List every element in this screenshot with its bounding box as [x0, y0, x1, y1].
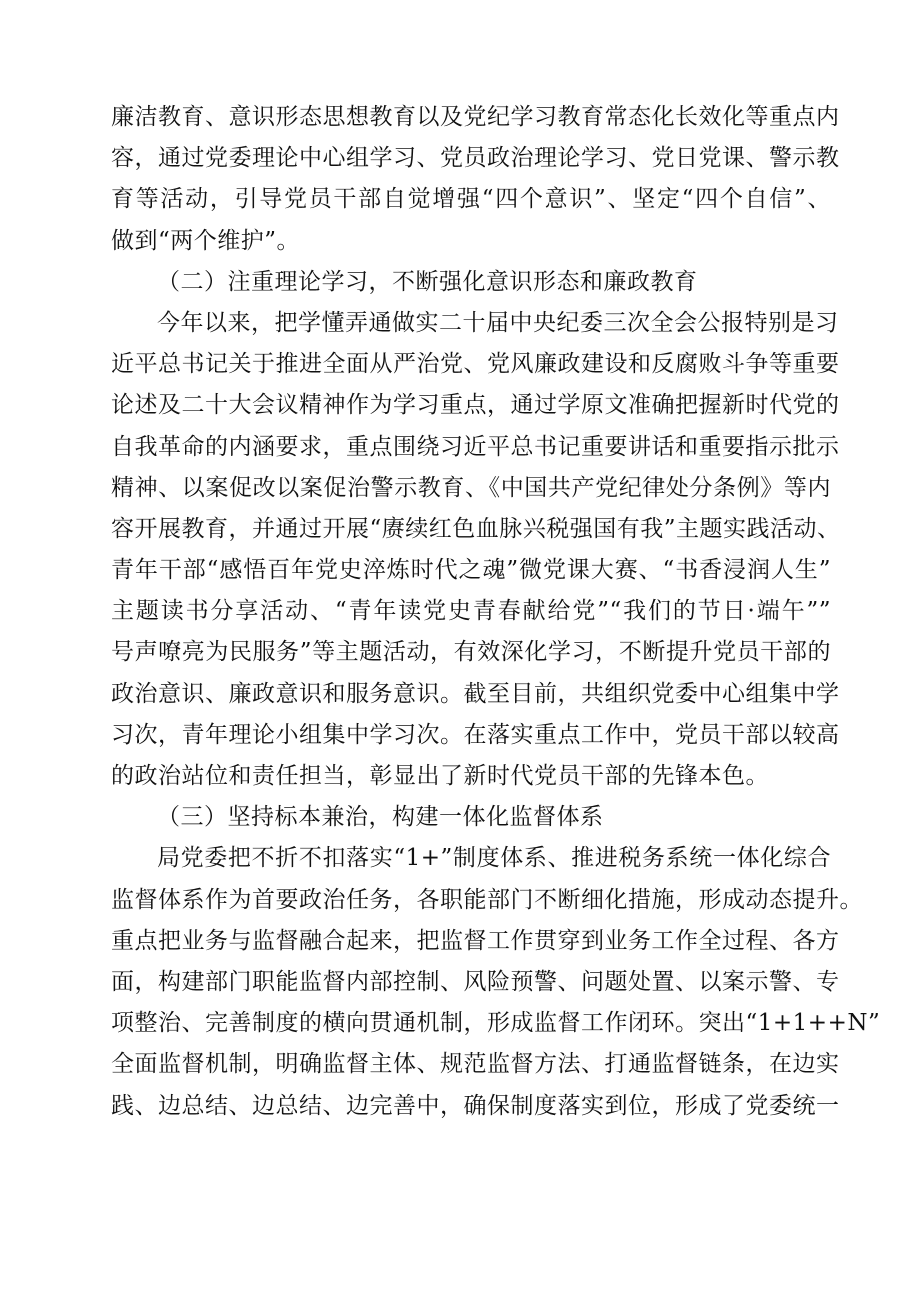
text-line: 自我革命的内涵要求，重点围绕习近平总书记重要讲话和重要指示批示 [111, 433, 840, 460]
text-line: 主题读书分享活动、“青年读党史青春献给党”“我们的节日·端午”” [111, 598, 831, 625]
document-body [111, 97, 881, 1127]
text-line: 做到“两个维护”。 [111, 227, 301, 254]
text-line: 重点把业务与监督融合起来，把监督工作贯穿到业务工作全过程、各方 [111, 927, 840, 954]
text-line: 全面监督机制，明确监督主体、规范监督方法、打通监督链条，在边实 [111, 1051, 840, 1078]
text-line: 号声嘹亮为民服务”等主题活动，有效深化学习，不断提升党员干部的 [111, 639, 831, 666]
text-line: 论述及二十大会议精神作为学习重点，通过学原文准确把握新时代党的 [111, 392, 840, 419]
text-line: 政治意识、廉政意识和服务意识。截至目前，共组织党委中心组集中学 [111, 680, 840, 707]
text-line: 廉洁教育、意识形态思想教育以及党纪学习教育常态化长效化等重点内 [111, 104, 840, 130]
paragraph-3 [111, 838, 881, 1126]
text-line: 容开展教育，并通过开展“赓续红色血脉兴税强国有我”主题实践活动、 [111, 515, 841, 542]
text-line: 今年以来，把学懂弄通做实二十届中央纪委三次全会公报特别是习 [157, 309, 839, 336]
text-line: 的政治站位和责任担当，彰显出了新时代党员干部的先锋本色。 [111, 763, 769, 789]
text-line: 监督体系作为首要政治任务，各职能部门不断细化措施，形成动态提升。 [111, 886, 863, 913]
text-line: 青年干部“感悟百年党史淬炼时代之魂”微党课大赛、“书香浸润人生” [111, 557, 831, 584]
paragraph-2 [111, 303, 841, 797]
text-line: 育等活动，引导党员干部自觉增强“四个意识”、坚定“四个自信”、 [111, 186, 831, 213]
section-heading-3: （三）坚持标本兼治，构建一体化监督体系 [157, 804, 604, 831]
text-line: 面，构建部门职能监督内部控制、风险预警、问题处置、以案示警、专 [111, 968, 840, 995]
text-line: 局党委把不折不扣落实“1+”制度体系、推进税务系统一体化综合 [157, 845, 831, 872]
text-line: 践、边总结、边总结、边完善中，确保制度落实到位，形成了党委统一 [111, 1092, 840, 1119]
text-line: 精神、以案促改以案促治警示教育、《中国共产党纪律处分条例》等内 [111, 474, 831, 501]
text-line: 习次，青年理论小组集中学习次。在落实重点工作中，党员干部以较高 [111, 721, 840, 748]
text-line: 项整治、完善制度的横向贯通机制，形成监督工作闭环。突出“1+1++N” [111, 1010, 881, 1037]
text-line: 容，通过党委理论中心组学习、党员政治理论学习、党日党课、警示教 [111, 145, 840, 172]
paragraph-1 [111, 97, 840, 262]
text-line: 近平总书记关于推进全面从严治党、党风廉政建设和反腐败斗争等重要 [111, 351, 840, 378]
section-heading-2: （二）注重理论学习，不断强化意识形态和廉政教育 [157, 268, 698, 295]
